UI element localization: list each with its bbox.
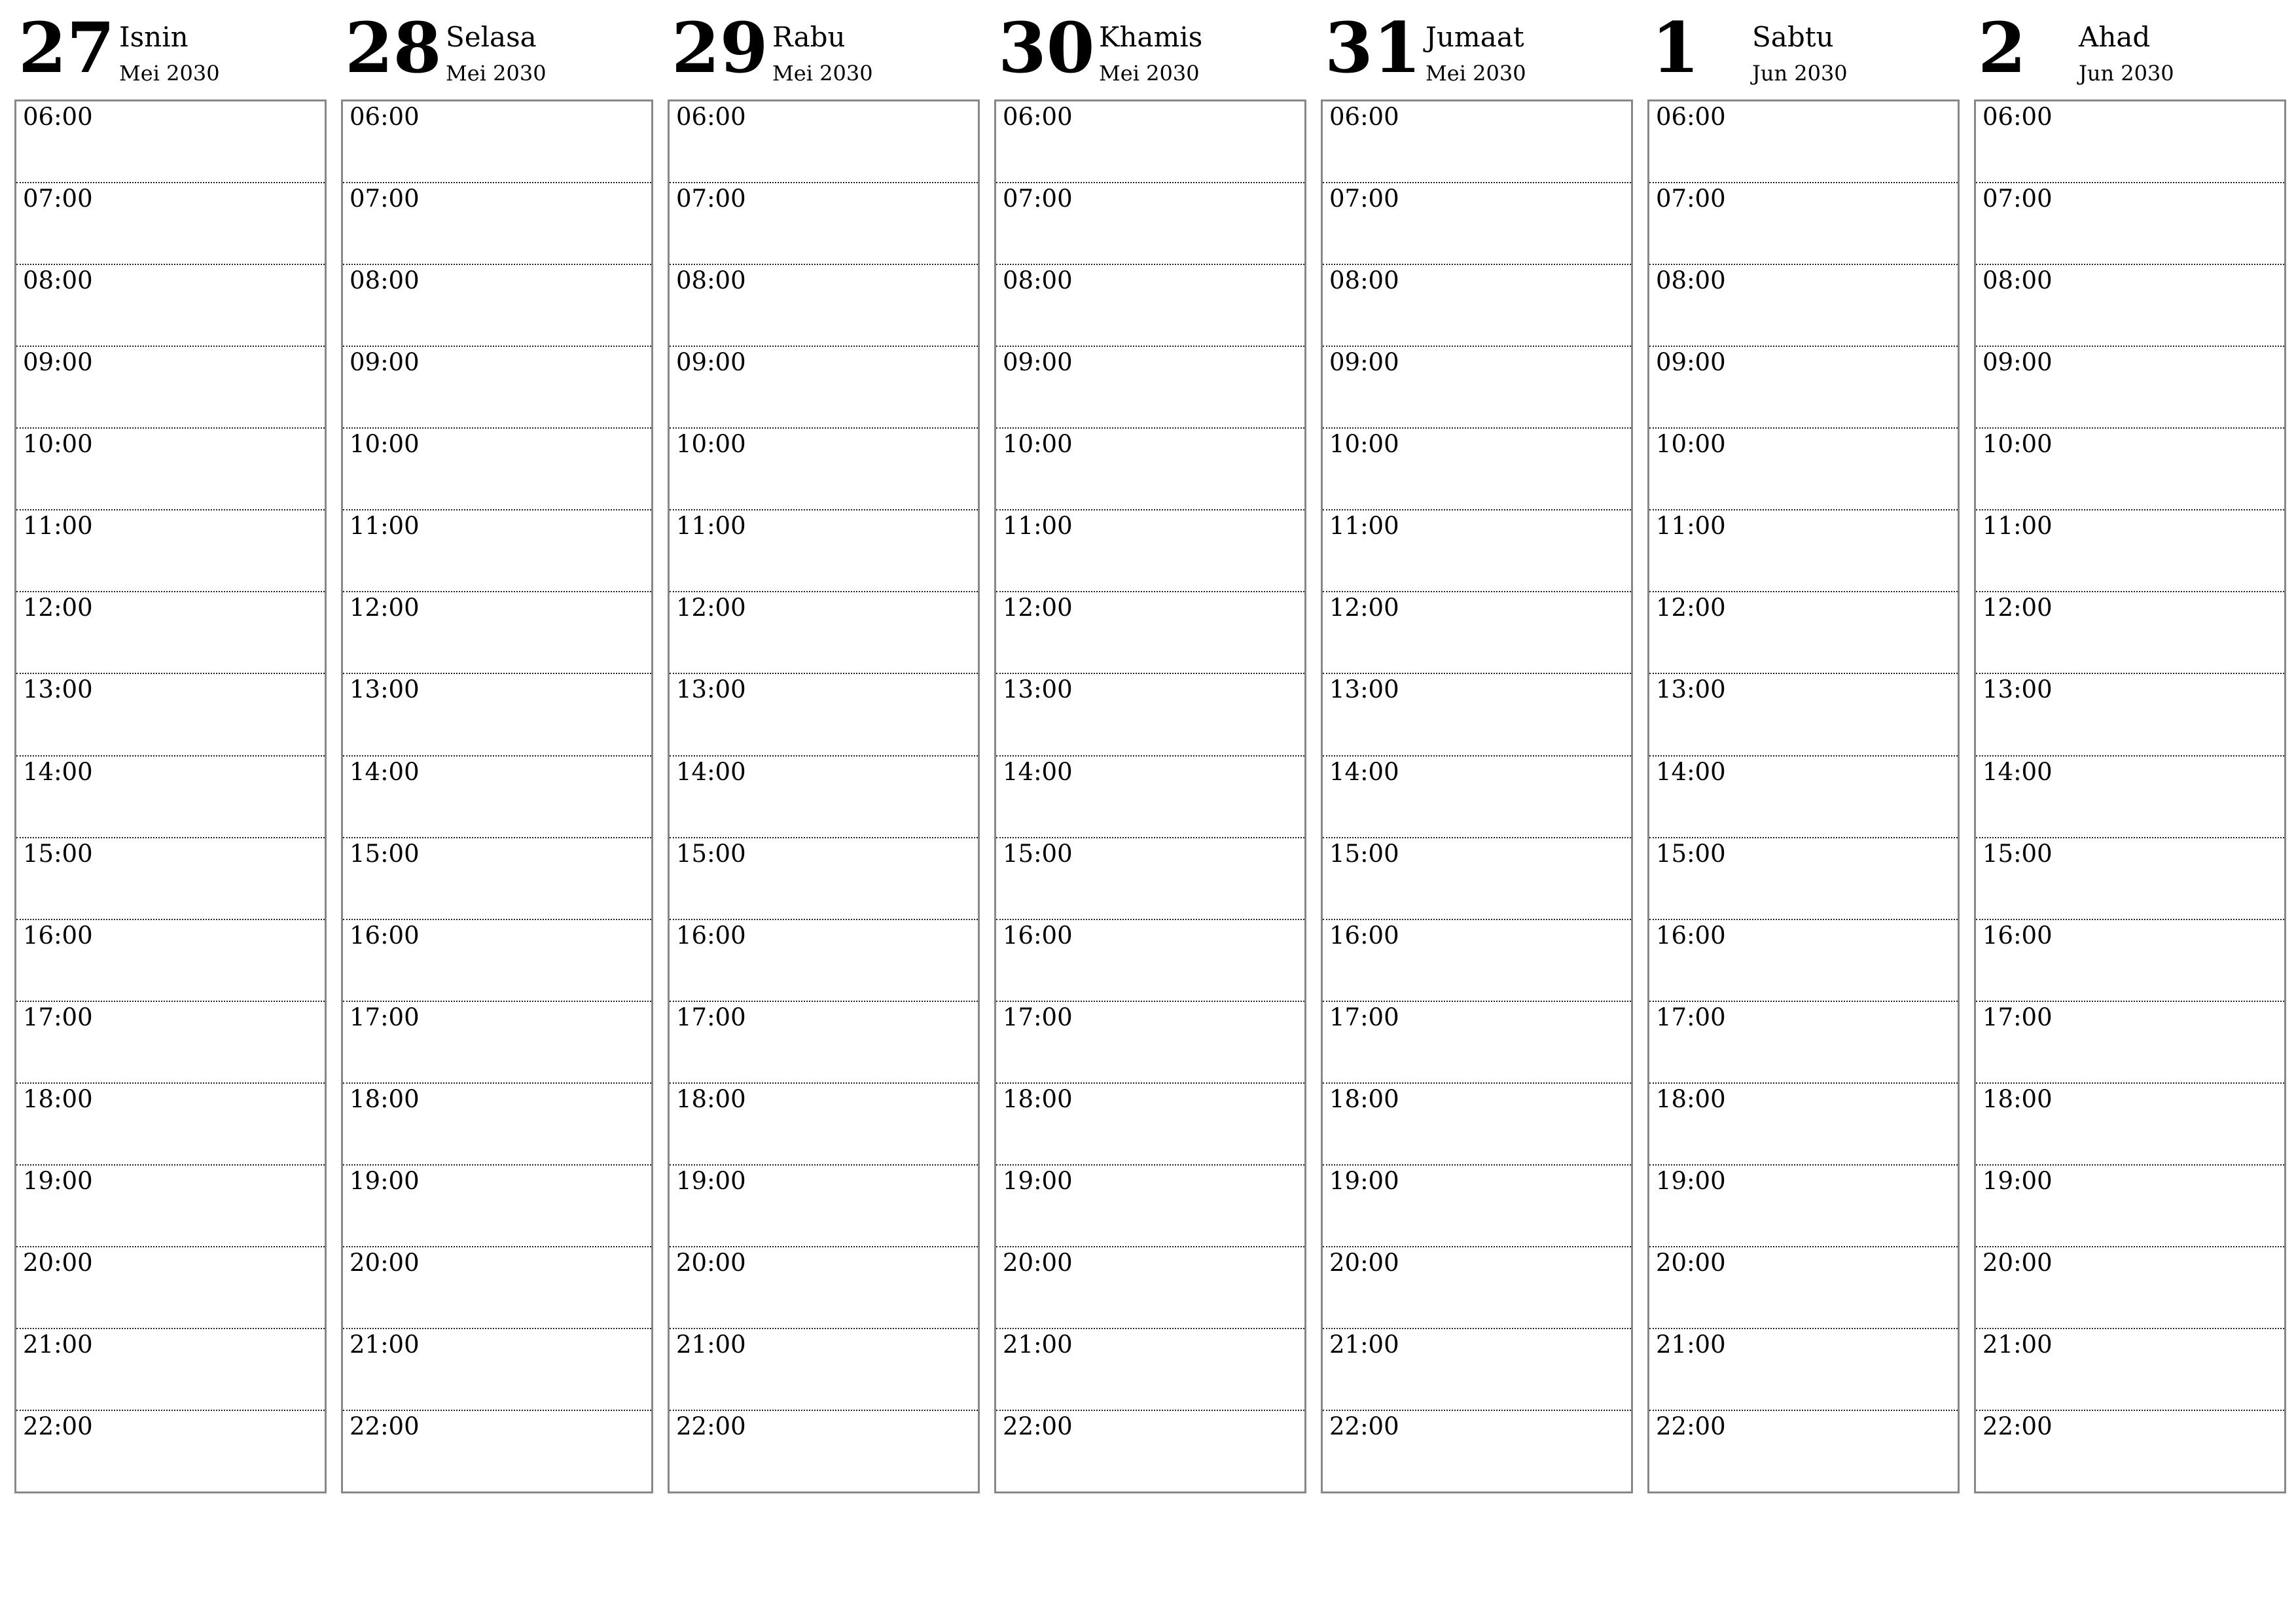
day-number: 2 [1978,7,2026,88]
time-label: 18:00 [1329,1084,1399,1113]
time-slot[interactable] [996,1166,1304,1247]
time-slot[interactable] [16,347,325,429]
time-slot[interactable] [1976,838,2284,920]
time-slot[interactable] [996,183,1304,265]
time-slot[interactable] [1649,101,1958,183]
time-slot[interactable] [1323,265,1631,347]
time-label: 21:00 [1656,1330,1726,1359]
time-label: 15:00 [1003,839,1073,868]
time-slot[interactable] [343,183,651,265]
time-slot[interactable] [996,1247,1304,1329]
day-schedule-box [668,99,980,1493]
time-label: 06:00 [1656,103,1726,131]
time-label: 09:00 [1003,348,1073,377]
time-label: 15:00 [350,839,420,868]
time-label: 06:00 [1982,103,2053,131]
time-slot[interactable] [343,1002,651,1084]
time-slot[interactable] [1976,510,2284,592]
time-label: 08:00 [676,266,746,295]
time-slot[interactable] [670,101,978,183]
day-column [1321,0,1633,1499]
day-name: Rabu [772,21,846,53]
time-slot[interactable] [16,1329,325,1411]
time-slot[interactable] [670,838,978,920]
time-slot[interactable] [1649,1002,1958,1084]
time-label: 20:00 [1329,1248,1399,1277]
time-label: 08:00 [350,266,420,295]
time-slot[interactable] [1323,838,1631,920]
time-slot[interactable] [996,1002,1304,1084]
time-label: 21:00 [23,1330,93,1359]
time-slot[interactable] [16,1084,325,1166]
time-label: 19:00 [350,1166,420,1195]
day-name: Selasa [446,21,537,53]
day-month-year: Jun 2030 [2079,61,2174,86]
time-label: 09:00 [1329,348,1399,377]
time-slot[interactable] [1976,1411,2284,1491]
time-label: 20:00 [23,1248,93,1277]
time-slot[interactable] [16,510,325,592]
time-slot[interactable] [670,1084,978,1166]
time-label: 18:00 [350,1084,420,1113]
time-slot[interactable] [343,1247,651,1329]
day-column [668,0,980,1499]
time-label: 10:00 [23,430,93,459]
weekly-planner [14,0,2283,1499]
time-slot[interactable] [670,1411,978,1491]
time-label: 07:00 [1329,185,1399,213]
time-label: 16:00 [1656,921,1726,950]
time-slot[interactable] [1976,674,2284,756]
time-slot[interactable] [1649,183,1958,265]
time-slot[interactable] [670,757,978,838]
time-slot[interactable] [343,757,651,838]
time-label: 07:00 [23,185,93,213]
time-slot[interactable] [16,1166,325,1247]
time-label: 19:00 [1656,1166,1726,1195]
time-label: 10:00 [350,430,420,459]
time-slot[interactable] [1323,1166,1631,1247]
time-slot[interactable] [1976,1084,2284,1166]
time-label: 09:00 [1982,348,2053,377]
time-label: 11:00 [1003,512,1073,541]
time-slot[interactable] [1976,347,2284,429]
time-slot[interactable] [1649,920,1958,1002]
time-slot[interactable] [16,592,325,674]
time-label: 13:00 [1003,675,1073,704]
time-slot[interactable] [1976,183,2284,265]
time-slot[interactable] [1976,429,2284,510]
time-slot[interactable] [16,1411,325,1491]
day-schedule-box [994,99,1306,1493]
time-slot[interactable] [16,1247,325,1329]
time-slot[interactable] [16,265,325,347]
time-slot[interactable] [16,757,325,838]
time-label: 21:00 [350,1330,420,1359]
time-label: 17:00 [23,1003,93,1031]
time-label: 06:00 [1003,103,1073,131]
day-number: 28 [345,7,442,88]
time-label: 14:00 [350,757,420,786]
time-label: 22:00 [1656,1412,1726,1440]
time-label: 07:00 [676,185,746,213]
time-slot[interactable] [670,347,978,429]
time-label: 09:00 [350,348,420,377]
time-label: 22:00 [1982,1412,2053,1440]
time-label: 20:00 [350,1248,420,1277]
day-number: 1 [1651,7,1700,88]
time-label: 19:00 [23,1166,93,1195]
day-header [341,0,653,99]
time-label: 21:00 [1982,1330,2053,1359]
day-month-year: Mei 2030 [1426,61,1526,86]
time-slot[interactable] [1976,1166,2284,1247]
time-label: 13:00 [676,675,746,704]
time-label: 15:00 [1329,839,1399,868]
time-slot[interactable] [1976,1329,2284,1411]
time-label: 07:00 [1982,185,2053,213]
day-header [1647,0,1960,99]
time-slot[interactable] [996,674,1304,756]
time-slot[interactable] [343,920,651,1002]
time-slot[interactable] [16,674,325,756]
time-label: 18:00 [23,1084,93,1113]
time-label: 17:00 [1329,1003,1399,1031]
day-number: 31 [1325,7,1422,88]
time-slot[interactable] [1323,101,1631,183]
time-label: 06:00 [350,103,420,131]
time-slot[interactable] [1323,510,1631,592]
time-label: 13:00 [350,675,420,704]
time-slot[interactable] [1649,1329,1958,1411]
day-schedule-box [341,99,653,1493]
day-schedule-box [1974,99,2286,1493]
time-slot[interactable] [16,101,325,183]
time-slot[interactable] [16,1002,325,1084]
time-label: 22:00 [23,1412,93,1440]
time-slot[interactable] [670,592,978,674]
time-label: 14:00 [1656,757,1726,786]
time-slot[interactable] [1976,1247,2284,1329]
day-header [1974,0,2286,99]
time-label: 10:00 [1656,430,1726,459]
time-label: 20:00 [676,1248,746,1277]
time-label: 21:00 [1329,1330,1399,1359]
day-name: Jumaat [1426,21,1524,53]
time-slot[interactable] [1649,429,1958,510]
time-slot[interactable] [343,838,651,920]
time-slot[interactable] [1649,347,1958,429]
time-label: 17:00 [1656,1003,1726,1031]
time-slot[interactable] [1976,265,2284,347]
day-month-year: Mei 2030 [119,61,220,86]
time-label: 19:00 [676,1166,746,1195]
time-label: 06:00 [676,103,746,131]
time-label: 08:00 [23,266,93,295]
time-slot[interactable] [1323,183,1631,265]
time-slot[interactable] [16,183,325,265]
time-slot[interactable] [996,838,1304,920]
time-label: 12:00 [350,594,420,622]
time-label: 19:00 [1982,1166,2053,1195]
time-label: 22:00 [676,1412,746,1440]
day-column [994,0,1306,1499]
time-label: 12:00 [1982,594,2053,622]
time-slot[interactable] [670,510,978,592]
time-label: 16:00 [676,921,746,950]
time-slot[interactable] [670,183,978,265]
time-label: 08:00 [1982,266,2053,295]
time-slot[interactable] [1323,429,1631,510]
day-schedule-box [1321,99,1633,1493]
time-slot[interactable] [996,510,1304,592]
time-label: 06:00 [23,103,93,131]
time-label: 11:00 [1329,512,1399,541]
time-slot[interactable] [1649,1166,1958,1247]
time-label: 17:00 [1003,1003,1073,1031]
time-slot[interactable] [1323,674,1631,756]
time-label: 15:00 [23,839,93,868]
time-label: 21:00 [1003,1330,1073,1359]
time-label: 15:00 [676,839,746,868]
time-slot[interactable] [1649,674,1958,756]
time-label: 09:00 [676,348,746,377]
time-label: 10:00 [1329,430,1399,459]
time-slot[interactable] [996,429,1304,510]
day-month-year: Mei 2030 [1099,61,1200,86]
day-month-year: Mei 2030 [446,61,547,86]
time-slot[interactable] [670,429,978,510]
time-label: 22:00 [350,1412,420,1440]
time-slot[interactable] [996,1084,1304,1166]
time-label: 11:00 [676,512,746,541]
day-name: Ahad [2079,21,2151,53]
time-label: 08:00 [1003,266,1073,295]
day-header [1321,0,1633,99]
time-slot[interactable] [670,1002,978,1084]
time-slot[interactable] [343,1411,651,1491]
time-label: 20:00 [1982,1248,2053,1277]
time-label: 14:00 [676,757,746,786]
time-slot[interactable] [1976,1002,2284,1084]
day-month-year: Mei 2030 [772,61,873,86]
time-label: 10:00 [1003,430,1073,459]
time-slot[interactable] [996,757,1304,838]
time-slot[interactable] [343,510,651,592]
day-column [14,0,327,1499]
time-label: 12:00 [23,594,93,622]
time-label: 15:00 [1656,839,1726,868]
time-slot[interactable] [996,265,1304,347]
day-schedule-box [14,99,327,1493]
time-slot[interactable] [343,1329,651,1411]
time-label: 20:00 [1003,1248,1073,1277]
time-slot[interactable] [1649,1084,1958,1166]
time-label: 12:00 [676,594,746,622]
time-slot[interactable] [1649,1411,1958,1491]
time-slot[interactable] [1323,1084,1631,1166]
time-slot[interactable] [343,1166,651,1247]
time-label: 17:00 [1982,1003,2053,1031]
time-slot[interactable] [1649,265,1958,347]
day-column [341,0,653,1499]
time-slot[interactable] [1323,1002,1631,1084]
time-label: 06:00 [1329,103,1399,131]
time-slot[interactable] [670,1247,978,1329]
time-slot[interactable] [1649,592,1958,674]
time-slot[interactable] [1976,592,2284,674]
time-label: 09:00 [23,348,93,377]
time-slot[interactable] [343,592,651,674]
time-label: 09:00 [1656,348,1726,377]
time-label: 13:00 [23,675,93,704]
time-slot[interactable] [343,101,651,183]
time-label: 18:00 [676,1084,746,1113]
time-slot[interactable] [16,920,325,1002]
time-label: 18:00 [1003,1084,1073,1113]
time-slot[interactable] [16,429,325,510]
time-label: 08:00 [1656,266,1726,295]
day-name: Isnin [119,21,188,53]
time-slot[interactable] [1976,920,2284,1002]
time-label: 16:00 [350,921,420,950]
time-label: 19:00 [1329,1166,1399,1195]
time-label: 14:00 [1003,757,1073,786]
day-header [14,0,327,99]
time-label: 14:00 [23,757,93,786]
time-slot[interactable] [670,1166,978,1247]
time-label: 22:00 [1003,1412,1073,1440]
day-name: Sabtu [1752,21,1834,53]
time-label: 07:00 [350,185,420,213]
time-slot[interactable] [343,265,651,347]
time-slot[interactable] [1323,347,1631,429]
time-slot[interactable] [1323,1329,1631,1411]
time-label: 14:00 [1329,757,1399,786]
time-slot[interactable] [1649,838,1958,920]
time-label: 13:00 [1982,675,2053,704]
time-label: 20:00 [1656,1248,1726,1277]
time-slot[interactable] [343,429,651,510]
time-slot[interactable] [1323,920,1631,1002]
day-column [1647,0,1960,1499]
time-label: 07:00 [1003,185,1073,213]
time-slot[interactable] [996,592,1304,674]
time-label: 12:00 [1656,594,1726,622]
time-slot[interactable] [1976,757,2284,838]
time-label: 19:00 [1003,1166,1073,1195]
time-label: 08:00 [1329,266,1399,295]
day-number: 29 [672,7,768,88]
time-label: 16:00 [1329,921,1399,950]
time-slot[interactable] [1649,1247,1958,1329]
time-label: 18:00 [1982,1084,2053,1113]
time-slot[interactable] [670,265,978,347]
time-label: 13:00 [1656,675,1726,704]
time-label: 16:00 [23,921,93,950]
time-label: 17:00 [676,1003,746,1031]
time-label: 10:00 [1982,430,2053,459]
time-slot[interactable] [1649,757,1958,838]
time-slot[interactable] [1976,101,2284,183]
time-label: 11:00 [23,512,93,541]
time-label: 13:00 [1329,675,1399,704]
time-label: 10:00 [676,430,746,459]
time-slot[interactable] [343,1084,651,1166]
time-label: 21:00 [676,1330,746,1359]
time-slot[interactable] [670,1329,978,1411]
time-label: 16:00 [1003,921,1073,950]
time-label: 12:00 [1329,594,1399,622]
time-label: 07:00 [1656,185,1726,213]
time-label: 12:00 [1003,594,1073,622]
time-label: 11:00 [350,512,420,541]
time-slot[interactable] [1323,1247,1631,1329]
time-label: 14:00 [1982,757,2053,786]
day-month-year: Jun 2030 [1752,61,1848,86]
time-slot[interactable] [16,838,325,920]
time-slot[interactable] [1323,1411,1631,1491]
time-label: 11:00 [1982,512,2053,541]
time-slot[interactable] [343,674,651,756]
day-name: Khamis [1099,21,1203,53]
time-slot[interactable] [1649,510,1958,592]
time-slot[interactable] [670,674,978,756]
time-slot[interactable] [996,1411,1304,1491]
time-slot[interactable] [670,920,978,1002]
time-label: 15:00 [1982,839,2053,868]
time-label: 18:00 [1656,1084,1726,1113]
time-slot[interactable] [343,347,651,429]
day-schedule-box [1647,99,1960,1493]
time-label: 17:00 [350,1003,420,1031]
time-label: 16:00 [1982,921,2053,950]
time-slot[interactable] [996,347,1304,429]
time-slot[interactable] [1323,592,1631,674]
day-column [1974,0,2286,1499]
time-label: 11:00 [1656,512,1726,541]
day-number: 30 [998,7,1095,88]
day-header [994,0,1306,99]
time-slot[interactable] [996,101,1304,183]
time-label: 22:00 [1329,1412,1399,1440]
time-slot[interactable] [996,1329,1304,1411]
day-header [668,0,980,99]
day-number: 27 [18,7,115,88]
time-slot[interactable] [1323,757,1631,838]
time-slot[interactable] [996,920,1304,1002]
